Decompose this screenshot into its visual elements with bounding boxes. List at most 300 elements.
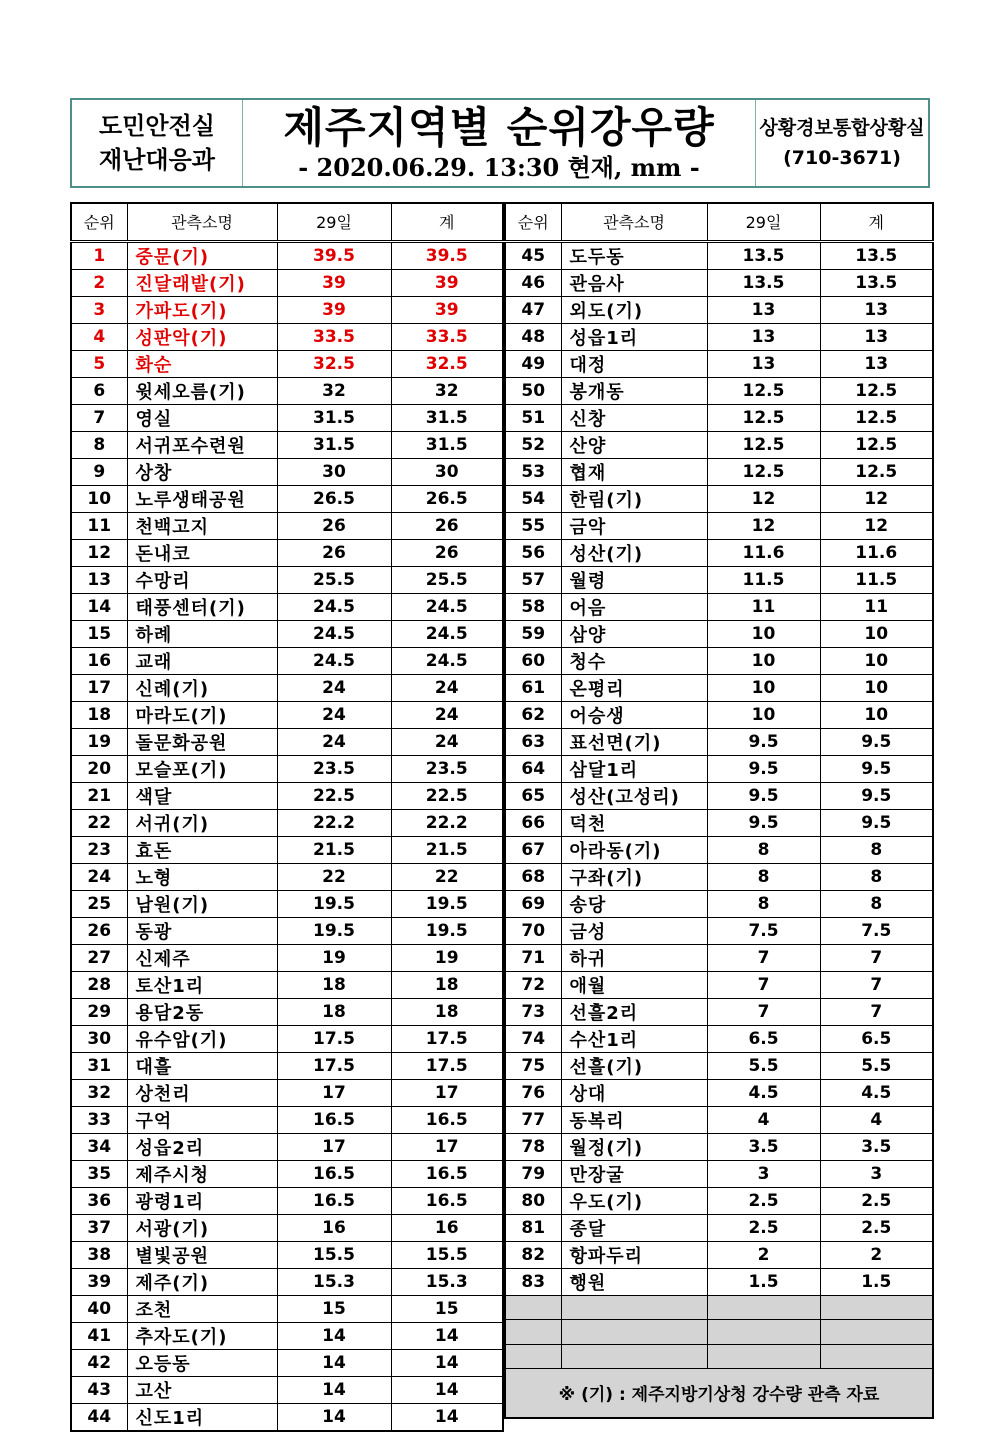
station-name-cell: 신례(기) <box>127 674 277 701</box>
station-name-cell: 노루생태공원 <box>127 485 277 512</box>
rank-cell: 53 <box>505 458 561 485</box>
total-rainfall-cell: 15.3 <box>391 1268 503 1295</box>
total-rainfall-cell: 31.5 <box>391 431 503 458</box>
total-rainfall-cell: 16 <box>391 1214 503 1241</box>
station-name-cell: 행원 <box>561 1268 707 1295</box>
total-rainfall-cell: 16.5 <box>391 1106 503 1133</box>
station-name-cell: 태풍센터(기) <box>127 593 277 620</box>
station-name-cell: 애월 <box>561 971 707 998</box>
total-rainfall-cell: 2.5 <box>820 1187 933 1214</box>
table-row <box>505 674 933 701</box>
day-rainfall-cell: 11 <box>707 593 820 620</box>
day-rainfall-cell: 15.5 <box>277 1241 391 1268</box>
table-row <box>71 566 503 593</box>
rank-cell: 45 <box>505 241 561 269</box>
station-name-cell: 월령 <box>561 566 707 593</box>
station-name-cell: 가파도(기) <box>127 296 277 323</box>
total-rainfall-cell: 39 <box>391 269 503 296</box>
rank-cell: 63 <box>505 728 561 755</box>
day-rainfall-cell: 10 <box>707 647 820 674</box>
day-rainfall-cell: 24.5 <box>277 593 391 620</box>
rank-cell: 70 <box>505 917 561 944</box>
total-rainfall-cell: 11.6 <box>820 539 933 566</box>
table-row <box>505 620 933 647</box>
day-rainfall-cell: 12.5 <box>707 458 820 485</box>
rank-cell: 83 <box>505 1268 561 1295</box>
rank-cell: 15 <box>71 620 127 647</box>
table-row <box>71 1052 503 1079</box>
table-row <box>505 593 933 620</box>
col-day-header: 29일 <box>277 203 391 241</box>
rank-cell: 4 <box>71 323 127 350</box>
total-rainfall-cell: 10 <box>820 701 933 728</box>
day-rainfall-cell: 18 <box>277 998 391 1025</box>
station-name-cell: 모슬포(기) <box>127 755 277 782</box>
rank-cell: 29 <box>71 998 127 1025</box>
total-rainfall-cell: 24 <box>391 728 503 755</box>
table-row <box>505 296 933 323</box>
rank-cell: 69 <box>505 890 561 917</box>
total-rainfall-cell: 17 <box>391 1079 503 1106</box>
total-rainfall-cell: 9.5 <box>820 728 933 755</box>
total-rainfall-cell: 4 <box>820 1106 933 1133</box>
total-rainfall-cell: 12.5 <box>820 431 933 458</box>
rank-cell: 21 <box>71 782 127 809</box>
total-rainfall-cell: 13.5 <box>820 241 933 269</box>
rank-cell: 71 <box>505 944 561 971</box>
rank-cell: 76 <box>505 1079 561 1106</box>
day-rainfall-cell: 5.5 <box>707 1052 820 1079</box>
table-row <box>71 404 503 431</box>
table-row <box>505 701 933 728</box>
total-rainfall-cell: 24 <box>391 701 503 728</box>
total-rainfall-cell: 32.5 <box>391 350 503 377</box>
station-name-cell: 서귀(기) <box>127 809 277 836</box>
station-name-cell: 화순 <box>127 350 277 377</box>
station-name-cell: 삼달1리 <box>561 755 707 782</box>
total-rainfall-cell: 14 <box>391 1322 503 1349</box>
table-row <box>71 377 503 404</box>
rank-cell: 8 <box>71 431 127 458</box>
station-name-cell: 영실 <box>127 404 277 431</box>
rank-cell: 82 <box>505 1241 561 1268</box>
total-rainfall-cell: 3.5 <box>820 1133 933 1160</box>
day-rainfall-cell: 14 <box>277 1322 391 1349</box>
station-name-cell: 광령1리 <box>127 1187 277 1214</box>
station-name-cell: 상창 <box>127 458 277 485</box>
day-rainfall-cell: 16 <box>277 1214 391 1241</box>
rank-cell: 58 <box>505 593 561 620</box>
total-rainfall-cell: 8 <box>820 836 933 863</box>
day-rainfall-cell: 16.5 <box>277 1106 391 1133</box>
table-row <box>505 512 933 539</box>
day-rainfall-cell: 15.3 <box>277 1268 391 1295</box>
table-row <box>71 1295 503 1322</box>
day-rainfall-cell: 18 <box>277 971 391 998</box>
day-rainfall-cell: 23.5 <box>277 755 391 782</box>
table-row <box>71 1322 503 1349</box>
day-rainfall-cell: 30 <box>277 458 391 485</box>
day-rainfall-cell: 32 <box>277 377 391 404</box>
table-row <box>71 1376 503 1403</box>
table-row <box>505 998 933 1025</box>
station-name-cell: 신제주 <box>127 944 277 971</box>
empty-cell <box>505 1344 561 1369</box>
station-name-cell: 협재 <box>561 458 707 485</box>
total-rainfall-cell: 18 <box>391 971 503 998</box>
day-rainfall-cell: 26 <box>277 512 391 539</box>
empty-cell <box>707 1320 820 1345</box>
station-name-cell: 토산1리 <box>127 971 277 998</box>
rank-cell: 26 <box>71 917 127 944</box>
rank-cell: 57 <box>505 566 561 593</box>
rank-cell: 35 <box>71 1160 127 1187</box>
table-row <box>71 647 503 674</box>
rank-cell: 40 <box>71 1295 127 1322</box>
rank-cell: 1 <box>71 241 127 269</box>
station-name-cell: 금성 <box>561 917 707 944</box>
total-rainfall-cell: 1.5 <box>820 1268 933 1295</box>
total-rainfall-cell: 2.5 <box>820 1214 933 1241</box>
station-name-cell: 아라동(기) <box>561 836 707 863</box>
day-rainfall-cell: 13 <box>707 296 820 323</box>
table-header-row <box>505 203 933 241</box>
station-name-cell: 신창 <box>561 404 707 431</box>
day-rainfall-cell: 3.5 <box>707 1133 820 1160</box>
rainfall-table-left <box>70 202 504 1432</box>
rank-cell: 13 <box>71 566 127 593</box>
report-title: 제주지역별 순위강우량 <box>283 103 715 152</box>
total-rainfall-cell: 13.5 <box>820 269 933 296</box>
rank-cell: 62 <box>505 701 561 728</box>
table-row <box>505 755 933 782</box>
station-name-cell: 마라도(기) <box>127 701 277 728</box>
col-day-header: 29일 <box>707 203 820 241</box>
table-row <box>71 1025 503 1052</box>
station-name-cell: 추자도(기) <box>127 1322 277 1349</box>
station-name-cell: 하귀 <box>561 944 707 971</box>
total-rainfall-cell: 19.5 <box>391 890 503 917</box>
rank-cell: 66 <box>505 809 561 836</box>
total-rainfall-cell: 39 <box>391 296 503 323</box>
rank-cell: 55 <box>505 512 561 539</box>
total-rainfall-cell: 23.5 <box>391 755 503 782</box>
station-name-cell: 월정(기) <box>561 1133 707 1160</box>
table-row <box>71 755 503 782</box>
day-rainfall-cell: 24.5 <box>277 620 391 647</box>
total-rainfall-cell: 14 <box>391 1349 503 1376</box>
station-name-cell: 구좌(기) <box>561 863 707 890</box>
total-rainfall-cell: 39.5 <box>391 241 503 269</box>
station-name-cell: 돌문화공원 <box>127 728 277 755</box>
rank-cell: 24 <box>71 863 127 890</box>
report-subtitle: - 2020.06.29. 13:30 현재, mm - <box>298 153 700 182</box>
table-row <box>71 431 503 458</box>
table-row <box>71 782 503 809</box>
total-rainfall-cell: 12 <box>820 512 933 539</box>
empty-cell <box>505 1295 561 1320</box>
day-rainfall-cell: 14 <box>277 1403 391 1431</box>
rank-cell: 30 <box>71 1025 127 1052</box>
rank-cell: 46 <box>505 269 561 296</box>
empty-cell <box>561 1344 707 1369</box>
table-row <box>71 1268 503 1295</box>
total-rainfall-cell: 17 <box>391 1133 503 1160</box>
day-rainfall-cell: 13 <box>707 350 820 377</box>
total-rainfall-cell: 17.5 <box>391 1025 503 1052</box>
empty-row <box>505 1320 933 1345</box>
table-row <box>71 1214 503 1241</box>
empty-row <box>505 1295 933 1320</box>
day-rainfall-cell: 19.5 <box>277 890 391 917</box>
col-station-header: 관측소명 <box>561 203 707 241</box>
day-rainfall-cell: 10 <box>707 620 820 647</box>
station-name-cell: 성산(기) <box>561 539 707 566</box>
station-name-cell: 제주(기) <box>127 1268 277 1295</box>
table-row <box>71 701 503 728</box>
total-rainfall-cell: 11.5 <box>820 566 933 593</box>
station-name-cell: 천백고지 <box>127 512 277 539</box>
day-rainfall-cell: 24 <box>277 728 391 755</box>
empty-cell <box>707 1295 820 1320</box>
table-row <box>505 836 933 863</box>
station-name-cell: 상대 <box>561 1079 707 1106</box>
empty-cell <box>561 1320 707 1345</box>
rank-cell: 31 <box>71 1052 127 1079</box>
day-rainfall-cell: 15 <box>277 1295 391 1322</box>
rank-cell: 44 <box>71 1403 127 1431</box>
total-rainfall-cell: 26 <box>391 512 503 539</box>
station-name-cell: 별빛공원 <box>127 1241 277 1268</box>
station-name-cell: 조천 <box>127 1295 277 1322</box>
rank-cell: 28 <box>71 971 127 998</box>
day-rainfall-cell: 31.5 <box>277 404 391 431</box>
table-row <box>505 890 933 917</box>
total-rainfall-cell: 22.2 <box>391 809 503 836</box>
station-name-cell: 어승생 <box>561 701 707 728</box>
table-row <box>71 1133 503 1160</box>
station-name-cell: 돈내코 <box>127 539 277 566</box>
rank-cell: 73 <box>505 998 561 1025</box>
station-name-cell: 선흘2리 <box>561 998 707 1025</box>
rank-cell: 74 <box>505 1025 561 1052</box>
day-rainfall-cell: 2.5 <box>707 1187 820 1214</box>
day-rainfall-cell: 1.5 <box>707 1268 820 1295</box>
department-line-1: 도민안전실 <box>99 112 215 140</box>
station-name-cell: 동광 <box>127 917 277 944</box>
table-row <box>71 836 503 863</box>
total-rainfall-cell: 32 <box>391 377 503 404</box>
station-name-cell: 산양 <box>561 431 707 458</box>
rank-cell: 39 <box>71 1268 127 1295</box>
table-row <box>71 512 503 539</box>
station-name-cell: 성판악(기) <box>127 323 277 350</box>
rank-cell: 65 <box>505 782 561 809</box>
empty-cell <box>820 1344 933 1369</box>
day-rainfall-cell: 31.5 <box>277 431 391 458</box>
day-rainfall-cell: 39.5 <box>277 241 391 269</box>
table-row <box>71 890 503 917</box>
day-rainfall-cell: 6.5 <box>707 1025 820 1052</box>
station-name-cell: 덕천 <box>561 809 707 836</box>
rank-cell: 43 <box>71 1376 127 1403</box>
table-row <box>505 323 933 350</box>
day-rainfall-cell: 12 <box>707 512 820 539</box>
day-rainfall-cell: 13.5 <box>707 241 820 269</box>
rank-cell: 75 <box>505 1052 561 1079</box>
rank-cell: 42 <box>71 1349 127 1376</box>
table-row <box>505 1106 933 1133</box>
col-rank-header: 순위 <box>505 203 561 241</box>
station-name-cell: 서귀포수련원 <box>127 431 277 458</box>
station-name-cell: 구억 <box>127 1106 277 1133</box>
rank-cell: 61 <box>505 674 561 701</box>
day-rainfall-cell: 24 <box>277 674 391 701</box>
rank-cell: 34 <box>71 1133 127 1160</box>
rank-cell: 68 <box>505 863 561 890</box>
station-name-cell: 오등동 <box>127 1349 277 1376</box>
table-row <box>505 1214 933 1241</box>
total-rainfall-cell: 13 <box>820 350 933 377</box>
total-rainfall-cell: 2 <box>820 1241 933 1268</box>
day-rainfall-cell: 9.5 <box>707 728 820 755</box>
total-rainfall-cell: 4.5 <box>820 1079 933 1106</box>
day-rainfall-cell: 19.5 <box>277 917 391 944</box>
table-row <box>71 323 503 350</box>
col-total-header: 계 <box>391 203 503 241</box>
rank-cell: 59 <box>505 620 561 647</box>
table-row <box>71 1106 503 1133</box>
rank-cell: 23 <box>71 836 127 863</box>
rank-cell: 54 <box>505 485 561 512</box>
table-row <box>71 1241 503 1268</box>
total-rainfall-cell: 31.5 <box>391 404 503 431</box>
table-row <box>505 566 933 593</box>
total-rainfall-cell: 16.5 <box>391 1160 503 1187</box>
day-rainfall-cell: 9.5 <box>707 782 820 809</box>
rank-cell: 32 <box>71 1079 127 1106</box>
total-rainfall-cell: 26.5 <box>391 485 503 512</box>
station-name-cell: 효돈 <box>127 836 277 863</box>
total-rainfall-cell: 14 <box>391 1403 503 1431</box>
station-name-cell: 중문(기) <box>127 241 277 269</box>
total-rainfall-cell: 30 <box>391 458 503 485</box>
day-rainfall-cell: 8 <box>707 890 820 917</box>
table-row <box>505 350 933 377</box>
table-row <box>505 647 933 674</box>
rank-cell: 5 <box>71 350 127 377</box>
table-row <box>505 971 933 998</box>
rank-cell: 79 <box>505 1160 561 1187</box>
day-rainfall-cell: 17 <box>277 1133 391 1160</box>
table-row <box>505 458 933 485</box>
rank-cell: 67 <box>505 836 561 863</box>
day-rainfall-cell: 21.5 <box>277 836 391 863</box>
rank-cell: 51 <box>505 404 561 431</box>
station-name-cell: 성산(고성리) <box>561 782 707 809</box>
empty-cell <box>707 1344 820 1369</box>
station-name-cell: 신도1리 <box>127 1403 277 1431</box>
total-rainfall-cell: 13 <box>820 296 933 323</box>
total-rainfall-cell: 12.5 <box>820 377 933 404</box>
total-rainfall-cell: 5.5 <box>820 1052 933 1079</box>
station-name-cell: 표선면(기) <box>561 728 707 755</box>
table-row <box>71 944 503 971</box>
table-row <box>71 917 503 944</box>
station-name-cell: 온평리 <box>561 674 707 701</box>
rank-cell: 9 <box>71 458 127 485</box>
day-rainfall-cell: 17.5 <box>277 1052 391 1079</box>
total-rainfall-cell: 33.5 <box>391 323 503 350</box>
rainfall-table-right <box>504 202 934 1419</box>
rank-cell: 49 <box>505 350 561 377</box>
day-rainfall-cell: 16.5 <box>277 1160 391 1187</box>
day-rainfall-cell: 17 <box>277 1079 391 1106</box>
total-rainfall-cell: 22 <box>391 863 503 890</box>
day-rainfall-cell: 13.5 <box>707 269 820 296</box>
day-rainfall-cell: 22 <box>277 863 391 890</box>
table-row <box>505 539 933 566</box>
station-name-cell: 대흘 <box>127 1052 277 1079</box>
table-row <box>71 1079 503 1106</box>
office-name: 상황경보통합상황실 <box>759 117 925 139</box>
empty-cell <box>820 1320 933 1345</box>
rank-cell: 33 <box>71 1106 127 1133</box>
total-rainfall-cell: 8 <box>820 890 933 917</box>
day-rainfall-cell: 7 <box>707 971 820 998</box>
station-name-cell: 제주시청 <box>127 1160 277 1187</box>
rank-cell: 22 <box>71 809 127 836</box>
rank-cell: 72 <box>505 971 561 998</box>
table-row <box>71 1160 503 1187</box>
rank-cell: 14 <box>71 593 127 620</box>
total-rainfall-cell: 19.5 <box>391 917 503 944</box>
total-rainfall-cell: 24.5 <box>391 620 503 647</box>
station-name-cell: 도두동 <box>561 241 707 269</box>
day-rainfall-cell: 26.5 <box>277 485 391 512</box>
day-rainfall-cell: 33.5 <box>277 323 391 350</box>
table-row <box>71 296 503 323</box>
table-row <box>71 1349 503 1376</box>
station-name-cell: 성읍2리 <box>127 1133 277 1160</box>
station-name-cell: 수망리 <box>127 566 277 593</box>
title-box <box>243 100 756 186</box>
station-name-cell: 어음 <box>561 593 707 620</box>
station-name-cell: 남원(기) <box>127 890 277 917</box>
table-row <box>71 458 503 485</box>
day-rainfall-cell: 12.5 <box>707 404 820 431</box>
station-name-cell: 봉개동 <box>561 377 707 404</box>
station-name-cell: 종달 <box>561 1214 707 1241</box>
rank-cell: 27 <box>71 944 127 971</box>
table-row <box>505 1187 933 1214</box>
station-name-cell: 고산 <box>127 1376 277 1403</box>
day-rainfall-cell: 12 <box>707 485 820 512</box>
rank-cell: 18 <box>71 701 127 728</box>
total-rainfall-cell: 6.5 <box>820 1025 933 1052</box>
footnote-row <box>505 1369 933 1418</box>
table-row <box>71 1403 503 1431</box>
department-line-2: 재난대응과 <box>99 146 215 174</box>
rank-cell: 50 <box>505 377 561 404</box>
footnote: ※ (기) : 제주지방기상청 강수량 관측 자료 <box>505 1369 933 1418</box>
total-rainfall-cell: 10 <box>820 647 933 674</box>
total-rainfall-cell: 7.5 <box>820 917 933 944</box>
day-rainfall-cell: 17.5 <box>277 1025 391 1052</box>
table-row <box>505 944 933 971</box>
rank-cell: 60 <box>505 647 561 674</box>
day-rainfall-cell: 32.5 <box>277 350 391 377</box>
